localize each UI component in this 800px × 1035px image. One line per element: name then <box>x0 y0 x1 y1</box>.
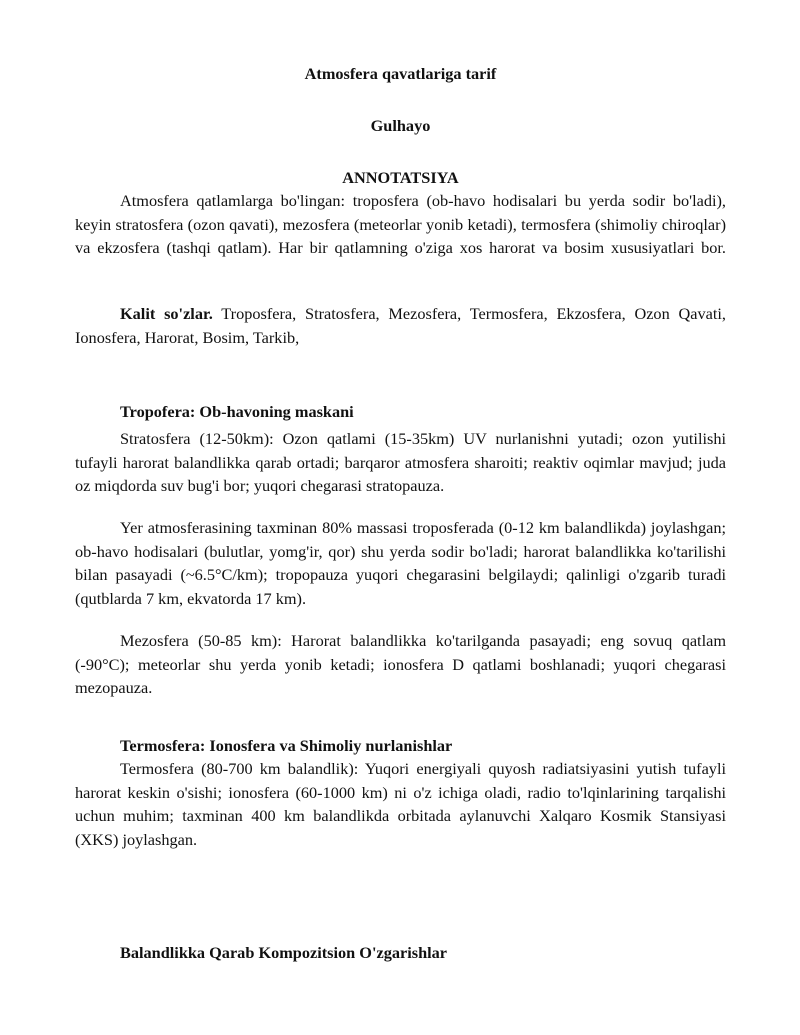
annotation-text: Atmosfera qatlamlarga bo'lingan: troposfera (ob-havo hodisalari bu yerda sodir bo'ladi), keyin stratosfera (ozon qavati), mezosfera (meteorlar yonib ketadi), termosfera (shimoliy chiroqlar) va ekzosfera (tashqi qatlam). Har bir qatlamning o'ziga xos harorat va bosim xususiyatlari bor. <box>75 191 726 257</box>
annotation-heading: ANNOTATSIYA <box>342 168 459 187</box>
keywords-text: Troposfera, Stratosfera, Mezosfera, Termosfera, Ekzosfera, Ozon Qavati, Ionosfera, Harorat, Bosim, Tarkib, <box>75 304 726 347</box>
paragraph-troposphere: Yer atmosferasining taxminan 80% massasi troposferada (0-12 km balandlikda) joylashgan; ob-havo hodisalari (bulutlar, yomg'ir, qor) shu yerda sodir bo'ladi; harorat balandlikka ko'tarilishi bilan pasayadi (~6.5°C/km); tropopauza yuqori chegarasini belgilaydi; qalinligi o'zgarib turadi (qutblarda 7 km, ekvatorda 17 km). <box>75 518 726 608</box>
section-heading-troposphere: Tropofera: Ob-havoning maskani <box>120 402 354 421</box>
document-title: Atmosfera qavatlariga tarif <box>304 64 497 83</box>
keywords-paragraph <box>75 302 726 349</box>
section-heading-composition: Balandlikka Qarab Kompozitsion O'zgarishlar <box>120 943 448 962</box>
keywords-label: Kalit so'zlar. <box>120 304 213 323</box>
paragraph-thermosphere: Termosfera (80-700 km balandlik): Yuqori energiyali quyosh radiatsiyasini yutish tufayli harorat keskin o'sishi; ionosfera (60-1000 km) ni o'z ichiga oladi, radio to'lqinlarining tarqalishi uchun muhim; taxminan 400 km balandlikda orbitada aylanuvchi Xalqaro Kosmik Stansiyasi (XKS) joylashgan. <box>75 759 726 849</box>
paragraph-mesosphere: Mezosfera (50-85 km): Harorat balandlikka ko'tarilganda pasayadi; eng sovuq qatlam (-90°C); meteorlar shu yerda yonib ketadi; ionosfera D qatlami boshlanadi; yuqori chegarasi mezopauza. <box>75 631 726 697</box>
section-heading-thermosphere: Termosfera: Ionosfera va Shimoliy nurlanishlar <box>120 736 453 755</box>
document-author: Gulhayo <box>370 116 431 135</box>
paragraph-stratosphere: Stratosfera (12-50km): Ozon qatlami (15-35km) UV nurlanishni yutadi; ozon yutilishi tufayli harorat balandlikka qarab ortadi; barqaror atmosfera sharoiti; reaktiv oqimlar mavjud; juda oz miqdorda suv bug'i bor; yuqori chegarasi stratopauza. <box>75 429 726 495</box>
